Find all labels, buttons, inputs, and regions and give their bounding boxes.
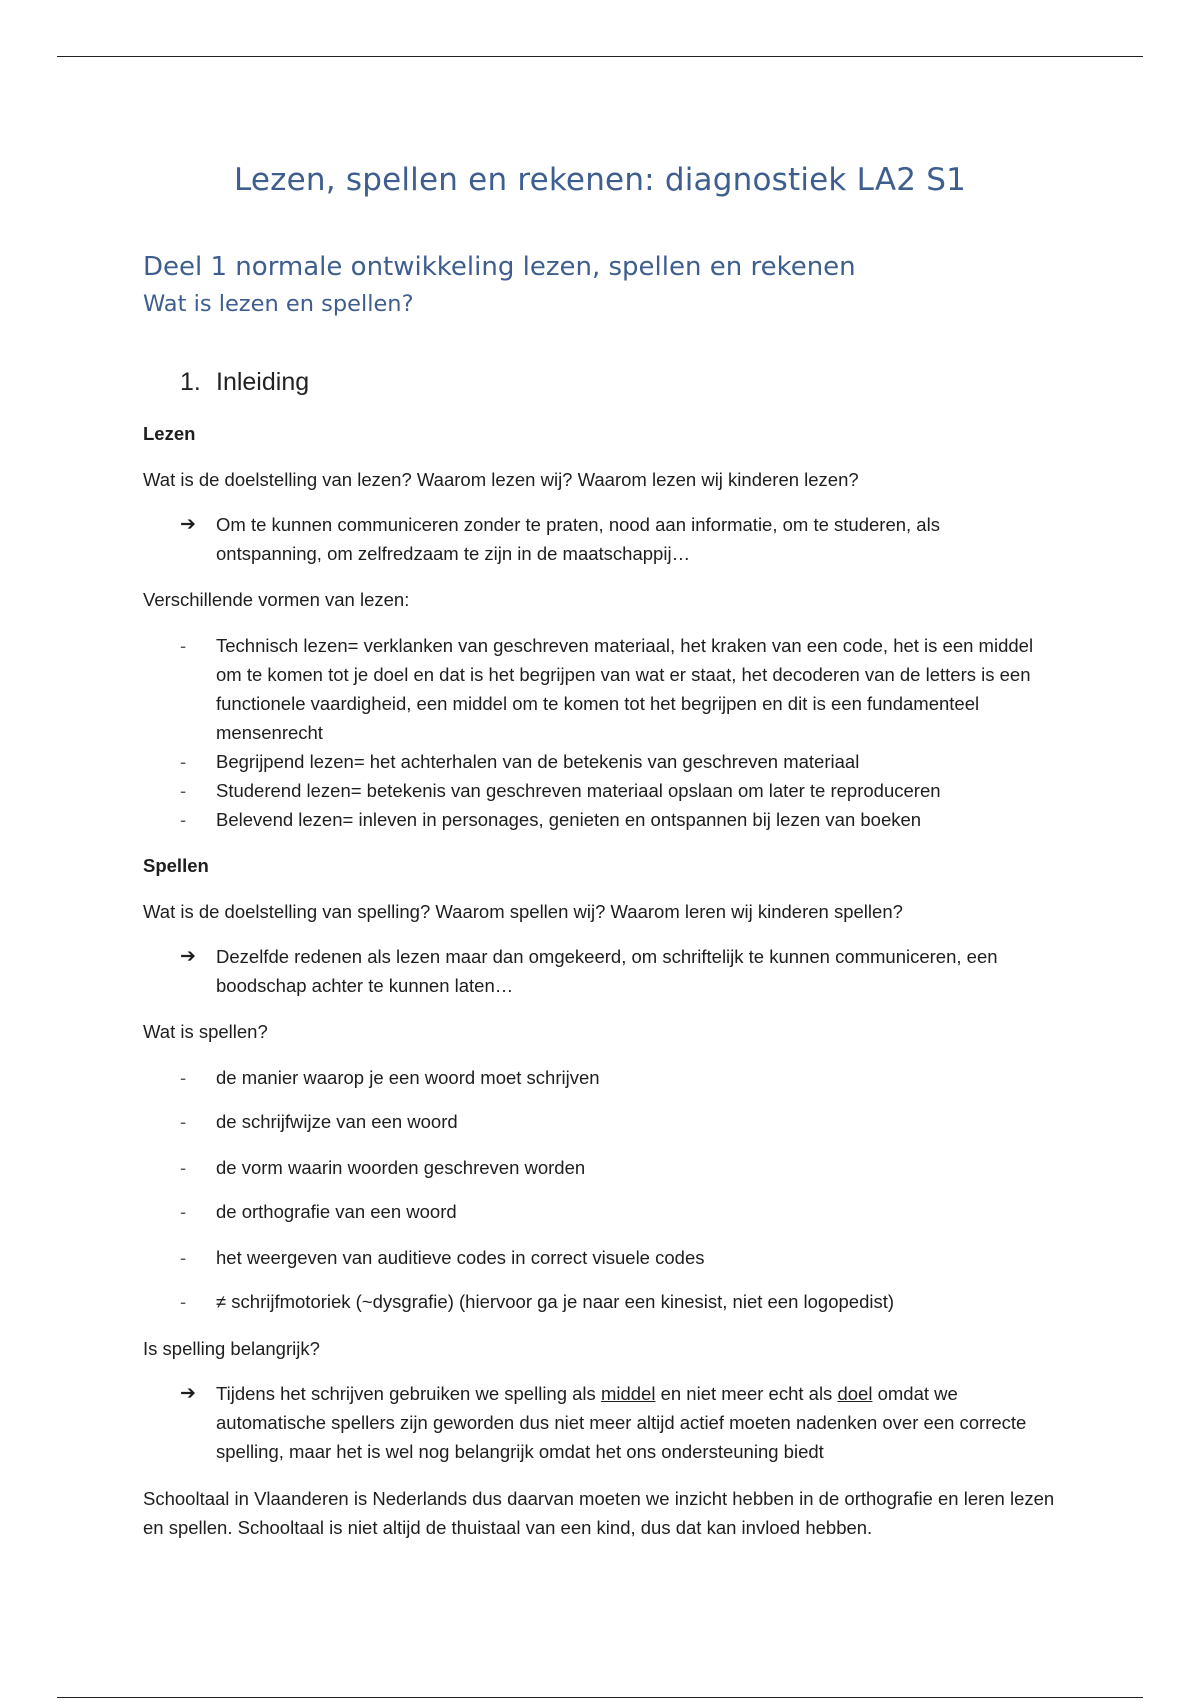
list-item bbox=[180, 747, 1050, 776]
list-item bbox=[180, 805, 1050, 834]
list-item-text: ≠ schrijfmotoriek (~dysgrafie) (hiervoor ga je naar een kinesist, niet een logopedist) bbox=[216, 1291, 895, 1312]
list-item bbox=[180, 1153, 1050, 1182]
spellen-answer bbox=[180, 942, 1050, 1000]
list-item-text: Begrijpend lezen= het achterhalen van de betekenis van geschreven materiaal bbox=[216, 751, 860, 772]
dash-icon: - bbox=[180, 780, 187, 801]
list-item-text: het weergeven van auditieve codes in correct visuele codes bbox=[216, 1247, 705, 1268]
top-rule bbox=[57, 56, 1143, 57]
important-question: Is spelling belangrijk? bbox=[143, 1338, 320, 1359]
spellen-question: Wat is de doelstelling van spelling? Waarom spellen wij? Waarom leren wij kinderen spellen? bbox=[143, 901, 903, 922]
sub-heading: Wat is lezen en spellen? bbox=[143, 291, 414, 317]
lezen-question: Wat is de doelstelling van lezen? Waarom lezen wij? Waarom lezen wij kinderen lezen? bbox=[143, 469, 859, 490]
list-item-text: Studerend lezen= betekenis van geschreven materiaal opslaan om later te reproduceren bbox=[216, 780, 941, 801]
important-answer-text bbox=[216, 1379, 1050, 1466]
list-item bbox=[180, 1063, 1050, 1092]
list-item bbox=[180, 1243, 1050, 1272]
section-number: 1. bbox=[180, 368, 201, 396]
list-item-text: Belevend lezen= inleven in personages, genieten en ontspannen bij lezen van boeken bbox=[216, 809, 922, 830]
part-heading: Deel 1 normale ontwikkeling lezen, spellen en rekenen bbox=[143, 252, 856, 282]
dash-icon: - bbox=[180, 1291, 187, 1312]
underlined-term: middel bbox=[600, 1383, 656, 1404]
dash-icon: - bbox=[180, 1067, 187, 1088]
list-item bbox=[180, 1287, 1050, 1316]
arrow-icon: ➔ bbox=[180, 514, 196, 535]
answer-part: omdat we automatische spellers zijn geworden dus niet meer altijd actief moeten nadenken over een correcte spelling, maar het is wel nog belangrijk omdat het ons ondersteuning biedt bbox=[216, 1383, 1027, 1462]
spellen-answer-text: Dezelfde redenen als lezen maar dan omgekeerd, om schriftelijk te kunnen communiceren, een boodschap achter te kunnen laten… bbox=[216, 946, 998, 996]
list-item bbox=[180, 1107, 1050, 1136]
list-item-text: de orthografie van een woord bbox=[216, 1201, 457, 1222]
dash-icon: - bbox=[180, 1157, 187, 1178]
dash-icon: - bbox=[180, 1201, 187, 1222]
lezen-heading: Lezen bbox=[143, 423, 196, 444]
list-item-text: de schrijfwijze van een woord bbox=[216, 1111, 458, 1132]
bottom-rule bbox=[57, 1697, 1143, 1698]
underlined-term: doel bbox=[837, 1383, 873, 1404]
spellen-heading: Spellen bbox=[143, 855, 209, 876]
answer-part: en niet meer echt als bbox=[655, 1383, 838, 1404]
closing-paragraph: Schooltaal in Vlaanderen is Nederlands dus daarvan moeten we inzicht hebben in de orthografie en leren lezen en spellen. Schooltaal is niet altijd de thuistaal van een kind, dus dat kan invloed hebben. bbox=[143, 1488, 1055, 1538]
dash-icon: - bbox=[180, 809, 187, 830]
important-answer bbox=[180, 1379, 1050, 1466]
arrow-icon: ➔ bbox=[180, 946, 196, 967]
list-item-text: Technisch lezen= verklanken van geschreven materiaal, het kraken van een code, het is een middel om te komen tot je doel en dat is het begrijpen van wat er staat, het decoderen van de letters is een functionele vaardigheid, een middel om te komen tot het begrijpen en dit is een fundamenteel mensenrecht bbox=[216, 635, 1034, 743]
lezen-answer bbox=[180, 510, 1050, 568]
dash-icon: - bbox=[180, 1247, 187, 1268]
list-item bbox=[180, 1197, 1050, 1226]
list-item bbox=[180, 631, 1050, 747]
forms-intro: Verschillende vormen van lezen: bbox=[143, 589, 410, 610]
document-title: Lezen, spellen en rekenen: diagnostiek LA2 S1 bbox=[233, 162, 967, 198]
arrow-icon: ➔ bbox=[180, 1383, 196, 1404]
dash-icon: - bbox=[180, 1111, 187, 1132]
section-heading bbox=[180, 368, 309, 397]
dash-icon: - bbox=[180, 751, 187, 772]
lezen-answer-text: Om te kunnen communiceren zonder te praten, nood aan informatie, om te studeren, als ontspanning, om zelfredzaam te zijn in de maatschappij… bbox=[216, 514, 940, 564]
answer-part: Tijdens het schrijven gebruiken we spelling als bbox=[216, 1383, 601, 1404]
section-label: Inleiding bbox=[216, 368, 310, 396]
what-intro: Wat is spellen? bbox=[143, 1021, 268, 1042]
dash-icon: - bbox=[180, 635, 187, 656]
list-item bbox=[180, 776, 1050, 805]
list-item-text: de manier waarop je een woord moet schrijven bbox=[216, 1067, 600, 1088]
list-item-text: de vorm waarin woorden geschreven worden bbox=[216, 1157, 586, 1178]
